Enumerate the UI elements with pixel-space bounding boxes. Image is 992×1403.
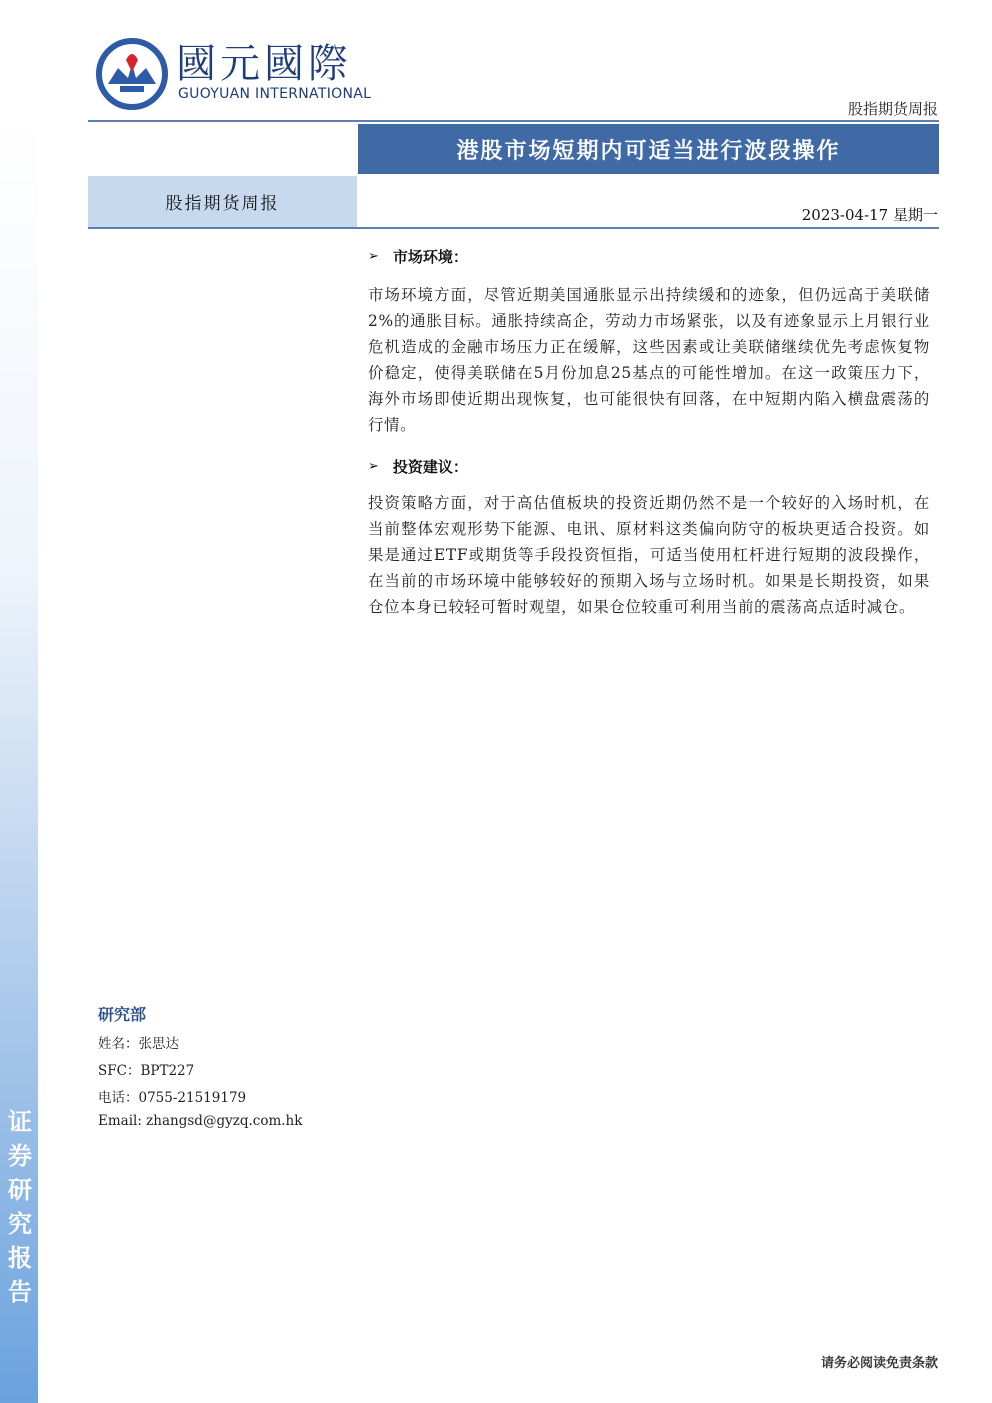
brand-name-cn: 國元國際 bbox=[176, 41, 352, 87]
section-body-advice: 投资策略方面，对于高估值板块的投资近期仍然不是一个较好的入场时机，在当前整体宏观形势下能源、电讯、原材料这类偏向防守的板块更适合投资。如果是通过ETF或期货等手段投资恒指，可适当使用杠杆进行短期的波段操作，在当前的市场环境中能够较好的预期入场与立场时机。如果是长期投资，如果仓位本身已较轻可暂时观望，如果仓位较重可利用当前的震荡高点适时减仓。 bbox=[368, 494, 930, 616]
brand-name-en: GUOYUAN INTERNATIONAL bbox=[178, 86, 372, 102]
report-body bbox=[368, 244, 930, 620]
section-heading-market: ➢ 市场环境： bbox=[368, 247, 468, 266]
sidebar-vertical-label: 证 券 研 究 报 告 bbox=[8, 1107, 32, 1306]
author-email[interactable]: Email: zhangsd@gyzq.com.hk bbox=[98, 1113, 303, 1129]
author-phone: 电话：0755-21519179 bbox=[98, 1090, 247, 1106]
header-divider bbox=[88, 120, 939, 122]
guoyuan-logo-icon bbox=[96, 38, 168, 110]
report-date: 2023-04-17 星期一 bbox=[801, 206, 938, 224]
arrow-bullet-icon: ➢ bbox=[368, 458, 379, 474]
disclaimer-note[interactable]: 请务必阅读免责条款 bbox=[820, 1356, 938, 1371]
section-heading-advice: ➢ 投资建议： bbox=[368, 457, 468, 476]
date-divider bbox=[88, 227, 939, 229]
report-title: 港股市场短期内可适当进行波段操作 bbox=[358, 124, 939, 174]
author-department: 研究部 bbox=[98, 1005, 147, 1024]
author-sfc: SFC：BPT227 bbox=[98, 1063, 195, 1079]
report-category: 股指期货周报 bbox=[88, 176, 357, 227]
section-body-market: 市场环境方面，尽管近期美国通胀显示出持续缓和的迹象，但仍远高于美联储2%的通胀目标。通胀持续高企，劳动力市场紧张，以及有迹象显示上月银行业危机造成的金融市场压力正在缓解，这些因素或让美联储继续优先考虑恢复物价稳定，使得美联储在5月份加息25基点的可能性增加。在这一政策压力下，海外市场即使近期出现恢复，也可能很快有回落，在中短期内陷入横盘震荡的行情。 bbox=[368, 286, 930, 434]
author-name: 姓名：张思达 bbox=[98, 1036, 179, 1052]
report-type-label: 股指期货周报 bbox=[847, 100, 938, 118]
arrow-bullet-icon: ➢ bbox=[368, 248, 379, 264]
